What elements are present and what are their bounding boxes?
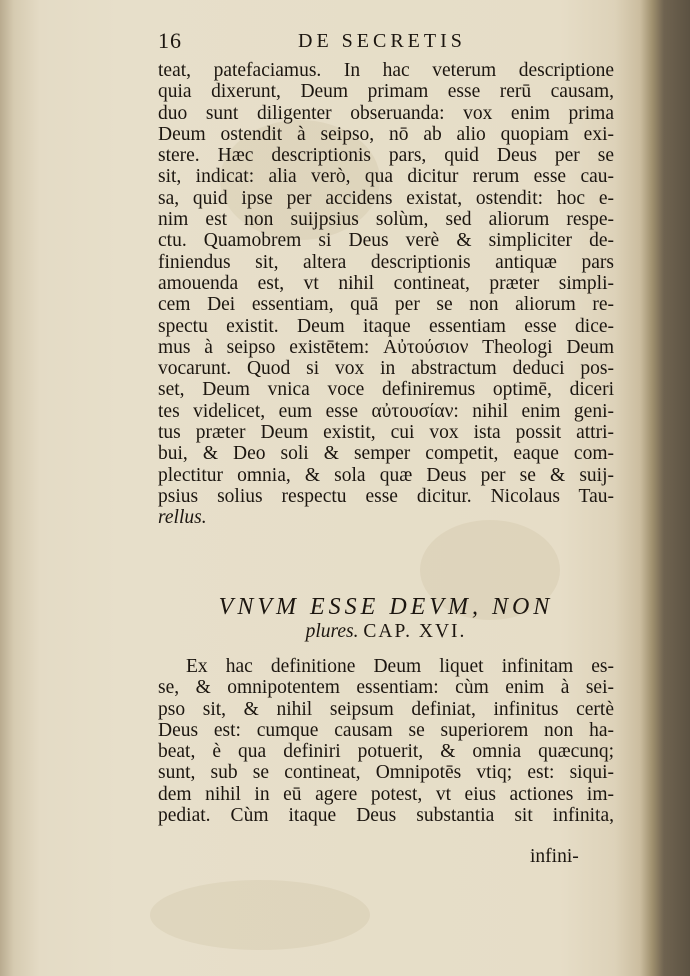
body-text [158,60,614,529]
text-line: stere. Hæc descriptionis pars, quid Deus per se [158,145,614,167]
text-line: plectitur omnia, & sola quæ Deus per se & suij- [158,464,614,486]
chapter-title: VNVM ESSE DEVM, NON [218,594,554,620]
chapter-heading [158,594,614,644]
text-line: nim est non suijpsius solùm, sed aliorum respe- [158,209,614,231]
text-line: Deum ostendit à seipso, nō ab alio quopiam exi- [158,123,614,145]
text-line: beat, è qua definiri potuerit, & omnia quæcunq; [158,741,614,763]
text-line: set, Deum vnica voce definiremus optimē, diceri [158,379,614,401]
text-line: sunt, sub se contineat, Omnipotēs vtiq; est: siqui- [158,762,614,784]
text-line: sit, indicat: alia verò, qua dicitur rerum esse cau- [158,166,614,188]
text-line: Deus est: cumque causam se superiorem non ha- [158,719,614,741]
text-line: spectu existit. Deum itaque essentiam esse dice- [158,315,614,337]
chapter-subtitle-italic: plures. [305,621,359,642]
text-line: ctu. Quamobrem si Deus verè & simpliciter de- [158,230,614,252]
text-line: quia dixerunt, Deum primam esse rerū causam, [158,81,614,103]
text-line: duo sunt diligenter obseruanda: vox enim prima [158,102,614,124]
text-line: dem nihil in eū agere potest, vt eius actiones im- [158,783,614,805]
chapter-subtitle [158,620,614,644]
text-line: rellus. [158,507,207,529]
chapter-number: CAP. XVI. [363,621,467,642]
text-line: vocarunt. Quod si vox in abstractum deduci pos- [158,358,614,380]
page-header [158,28,598,56]
catchword: infini- [530,846,579,867]
page-number: 16 [158,28,182,53]
text-line: sa, quid ipse per accidens existat, ostendit: hoc e- [158,187,614,209]
chapter-text [158,656,614,826]
text-line: se, & omnipotentem essentiam: cùm enim à sei- [158,677,614,699]
text-line: tus præter Deum existit, cui vox ista possit attri- [158,422,614,444]
text-line: Ex hac definitione Deum liquet infinitam es- [186,656,614,677]
text-line: tes videlicet, eum esse αὐτουσίαν: nihil enim geni- [158,400,614,422]
text-line: bui, & Deo soli & semper competit, eaque com- [158,443,614,465]
text-line: pediat. Cùm itaque Deus substantia sit infinita, [158,805,614,827]
text-line: finiendus sit, altera descriptionis antiquæ pars [158,251,614,273]
text-line: mus à seipso existētem: Αὐτούσιον Theologi Deum [158,336,614,358]
text-line: amouenda est, vt nihil contineat, præter simpli- [158,272,614,294]
text-line: teat, patefaciamus. In hac veterum descriptione [158,60,614,81]
text-line: cem Dei essentiam, quā per se non aliorum re- [158,294,614,316]
text-line: pso sit, & nihil seipsum definiat, infinitus certè [158,698,614,720]
paper-stain [150,880,370,950]
text-line: psius solius respectu esse dicitur. Nicolaus Tau- [158,485,614,507]
running-title: DE SECRETIS [298,30,466,52]
